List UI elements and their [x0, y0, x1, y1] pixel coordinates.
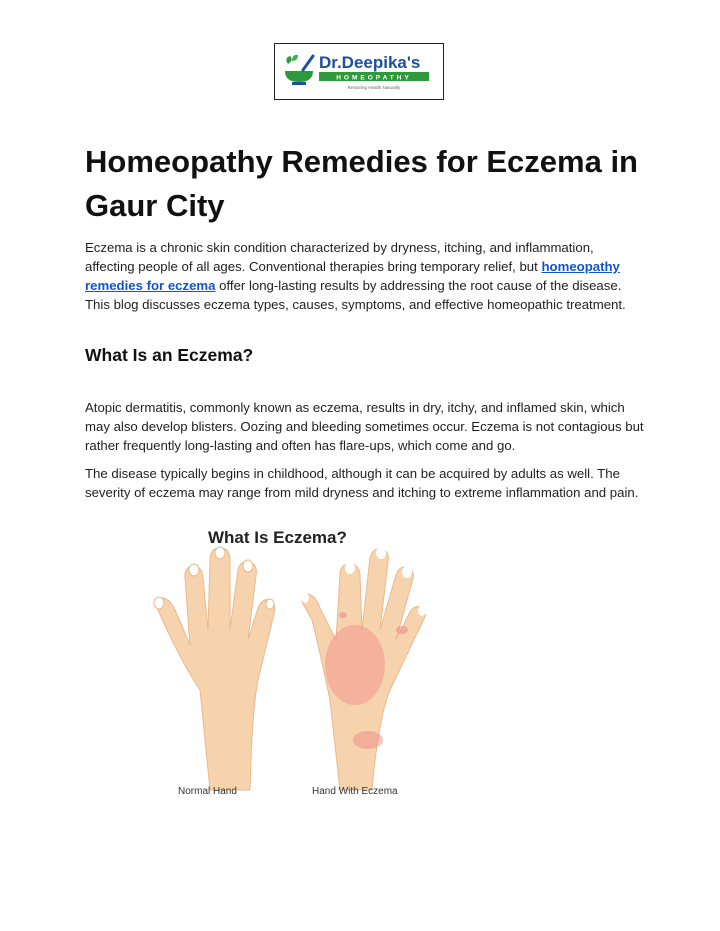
brand-sub: HOMEOPATHY: [336, 74, 412, 82]
intro-text-after: offer long-lasting results by addressing the root cause of the disease. This blog discusses eczema types, causes, symptoms, and effective homeopathic treatment.: [85, 278, 626, 312]
caption-eczema-hand: Hand With Eczema: [312, 786, 398, 797]
caption-normal-hand: Normal Hand: [178, 786, 237, 797]
section-paragraph-2: The disease typically begins in childhood, although it can be acquired by adults as well. The severity of eczema may range from mild dryness and itching to extreme inflammation and pain.: [85, 466, 639, 500]
figure-title: What Is Eczema?: [208, 528, 347, 547]
logo: [274, 43, 444, 100]
brand-name: Dr.Deepika's: [319, 53, 421, 72]
intro-paragraph: [85, 238, 645, 314]
homeopathy-remedies-link[interactable]: homeopathy remedies for eczema: [85, 259, 620, 293]
section-heading: What Is an Eczema?: [85, 345, 254, 365]
page-title: Homeopathy Remedies for Eczema in Gaur City: [85, 144, 638, 223]
intro-text-before: Eczema is a chronic skin condition characterized by dryness, itching, and inflammation, affecting people of all ages. Conventional therapies bring temporary relief, but: [85, 240, 594, 274]
mortar-pestle-icon: [285, 55, 313, 85]
brand-tagline: Restoring Health Naturally: [347, 85, 401, 90]
eczema-hands-illustration: [140, 520, 480, 810]
eczema-hand-icon: [301, 547, 426, 790]
section-paragraph-1: Atopic dermatitis, commonly known as eczema, results in dry, itchy, and inflamed skin, which may also develop blisters. Oozing and bleeding sometimes occur. Eczema is not contagious but rather frequently long-lasting and often has flare-ups, which come and go.: [85, 400, 644, 453]
normal-hand-icon: [154, 547, 275, 790]
